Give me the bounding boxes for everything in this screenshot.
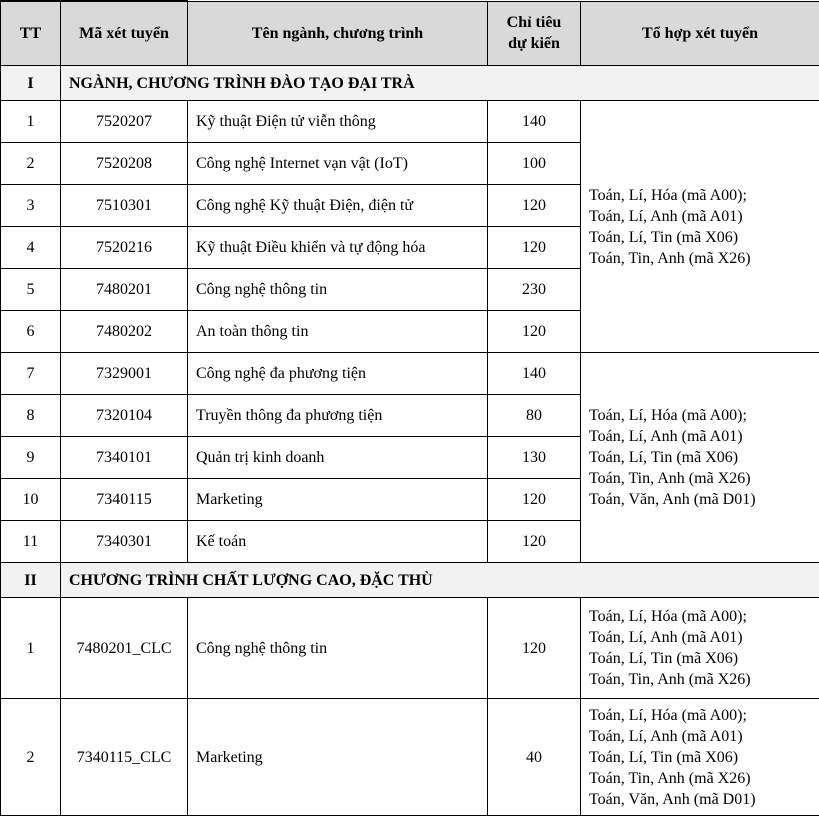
row-combos	[581, 598, 819, 699]
combo-line: Toán, Tin, Anh (mã X26)	[589, 669, 811, 690]
row-name: Kỹ thuật Điều khiển và tự động hóa	[188, 227, 488, 269]
row-code: 7340115	[61, 479, 188, 521]
section-row-2	[1, 563, 819, 598]
row-tt: 1	[1, 598, 61, 699]
row-quota: 130	[488, 437, 581, 479]
combo-line: Toán, Lí, Hóa (mã A00);	[589, 185, 811, 206]
table-body	[1, 66, 819, 816]
combo-line: Toán, Lí, Anh (mã A01)	[589, 726, 811, 747]
section-title: NGÀNH, CHƯƠNG TRÌNH ĐÀO TẠO ĐẠI TRÀ	[61, 66, 819, 101]
combo-line: Toán, Tin, Anh (mã X26)	[589, 768, 811, 789]
row-code: 7340115_CLC	[61, 699, 188, 816]
row-name: Quản trị kinh doanh	[188, 437, 488, 479]
header-name: Tên ngành, chương trình	[188, 1, 488, 66]
row-quota: 120	[488, 521, 581, 563]
header-combos: Tổ hợp xét tuyển	[581, 1, 819, 66]
row-tt: 6	[1, 311, 61, 353]
combo-group-1	[581, 101, 819, 353]
row-tt: 2	[1, 699, 61, 816]
row-name: An toàn thông tin	[188, 311, 488, 353]
row-code: 7340301	[61, 521, 188, 563]
combo-line: Toán, Tin, Anh (mã X26)	[589, 248, 811, 269]
row-name: Công nghệ thông tin	[188, 598, 488, 699]
row-tt: 1	[1, 101, 61, 143]
section-title: CHƯƠNG TRÌNH CHẤT LƯỢNG CAO, ĐẶC THÙ	[61, 563, 819, 598]
section-row-1	[1, 66, 819, 101]
row-tt: 9	[1, 437, 61, 479]
row-code: 7520207	[61, 101, 188, 143]
row-name: Kỹ thuật Điện tử viễn thông	[188, 101, 488, 143]
combo-line: Toán, Văn, Anh (mã D01)	[589, 789, 811, 810]
row-name: Marketing	[188, 699, 488, 816]
row-quota: 120	[488, 479, 581, 521]
row-tt: 8	[1, 395, 61, 437]
row-quota: 140	[488, 101, 581, 143]
row-name: Công nghệ Kỹ thuật Điện, điện tử	[188, 185, 488, 227]
row-code: 7329001	[61, 353, 188, 395]
row-name: Marketing	[188, 479, 488, 521]
row-quota: 80	[488, 395, 581, 437]
table-row	[1, 699, 819, 816]
table-header	[1, 1, 819, 66]
table-row	[1, 353, 819, 395]
row-code: 7480202	[61, 311, 188, 353]
row-quota: 40	[488, 699, 581, 816]
row-tt: 3	[1, 185, 61, 227]
row-quota: 100	[488, 143, 581, 185]
combo-line: Toán, Lí, Hóa (mã A00);	[589, 705, 811, 726]
combo-line: Toán, Lí, Anh (mã A01)	[589, 206, 811, 227]
section-number: II	[1, 563, 61, 598]
row-tt: 10	[1, 479, 61, 521]
row-name: Công nghệ đa phương tiện	[188, 353, 488, 395]
header-code: Mã xét tuyển	[61, 1, 188, 66]
combo-line: Toán, Lí, Anh (mã A01)	[589, 426, 811, 447]
header-quota	[488, 1, 581, 66]
header-tt: TT	[1, 1, 61, 66]
row-tt: 11	[1, 521, 61, 563]
row-code: 7480201	[61, 269, 188, 311]
row-name: Công nghệ thông tin	[188, 269, 488, 311]
row-code: 7520208	[61, 143, 188, 185]
row-quota: 140	[488, 353, 581, 395]
row-combos	[581, 699, 819, 816]
row-tt: 7	[1, 353, 61, 395]
combo-group-2	[581, 353, 819, 563]
row-name: Kế toán	[188, 521, 488, 563]
combo-line: Toán, Tin, Anh (mã X26)	[589, 468, 811, 489]
row-quota: 230	[488, 269, 581, 311]
combo-line: Toán, Lí, Tin (mã X06)	[589, 648, 811, 669]
row-code: 7510301	[61, 185, 188, 227]
combo-line: Toán, Lí, Tin (mã X06)	[589, 747, 811, 768]
row-tt: 5	[1, 269, 61, 311]
combo-line: Toán, Lí, Tin (mã X06)	[589, 227, 811, 248]
row-name: Truyền thông đa phương tiện	[188, 395, 488, 437]
combo-line: Toán, Lí, Anh (mã A01)	[589, 627, 811, 648]
row-code: 7340101	[61, 437, 188, 479]
row-tt: 2	[1, 143, 61, 185]
row-code: 7320104	[61, 395, 188, 437]
row-code: 7480201_CLC	[61, 598, 188, 699]
row-quota: 120	[488, 227, 581, 269]
table-row	[1, 598, 819, 699]
row-quota: 120	[488, 598, 581, 699]
combo-line: Toán, Lí, Hóa (mã A00);	[589, 606, 811, 627]
header-quota-line2: dự kiến	[496, 33, 572, 54]
row-quota: 120	[488, 185, 581, 227]
combo-line: Toán, Lí, Hóa (mã A00);	[589, 405, 811, 426]
row-tt: 4	[1, 227, 61, 269]
row-code: 7520216	[61, 227, 188, 269]
row-name: Công nghệ Internet vạn vật (IoT)	[188, 143, 488, 185]
combo-line: Toán, Văn, Anh (mã D01)	[589, 489, 811, 510]
section-number: I	[1, 66, 61, 101]
combo-line: Toán, Lí, Tin (mã X06)	[589, 447, 811, 468]
header-quota-line1: Chỉ tiêu	[496, 12, 572, 33]
row-quota: 120	[488, 311, 581, 353]
table-row	[1, 101, 819, 143]
